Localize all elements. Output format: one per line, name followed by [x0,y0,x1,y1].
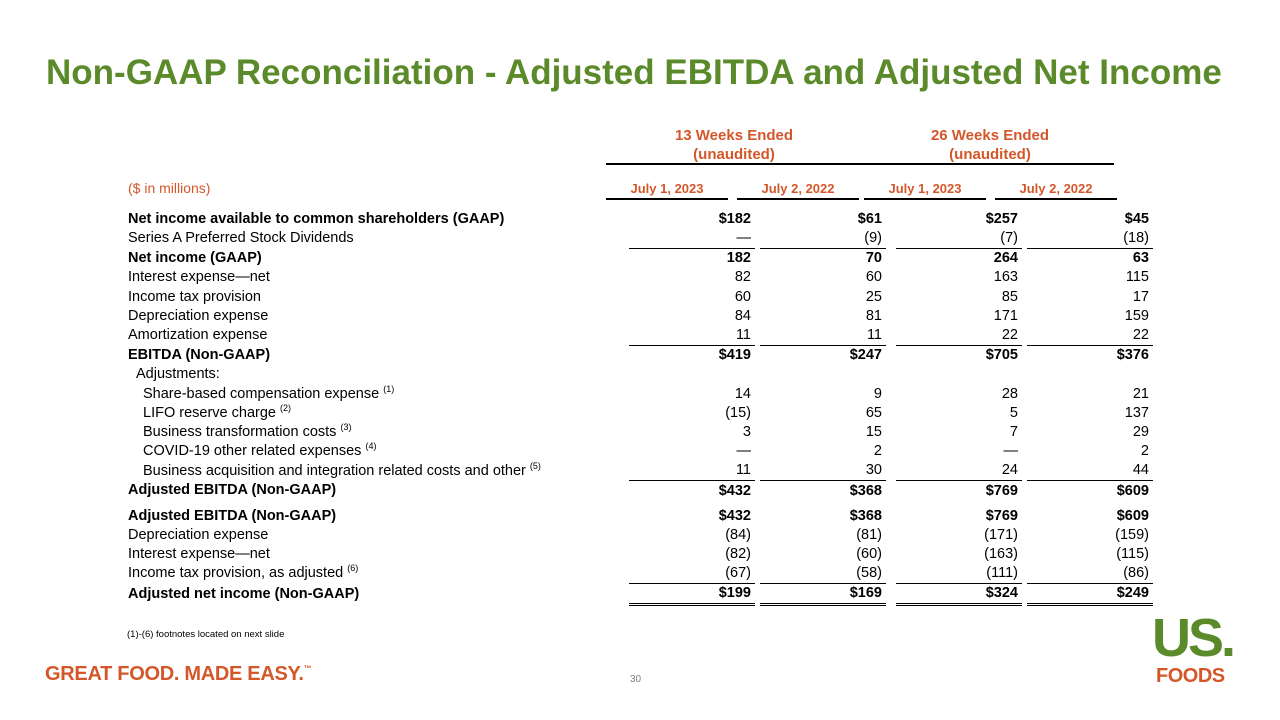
cell-value: $705 [896,346,1022,366]
cell-value: (111) [986,565,1018,582]
table-row [128,346,1153,366]
cell-value: 63 [1027,249,1153,269]
cell-value: 115 [1125,269,1149,286]
table-row [128,461,1153,481]
logo-foods: FOODS [1156,665,1225,686]
cell-value: 163 [993,269,1018,286]
group-subtitle: (unaudited) [693,146,775,163]
table-row [128,526,1153,545]
cell-value: 60 [734,288,751,305]
cell-value: 17 [1132,288,1149,305]
cell-value: 29 [1132,423,1149,440]
cell-value: $769 [896,481,1022,501]
header-rule [606,198,728,200]
row-label: Adjusted EBITDA (Non-GAAP) [128,507,337,524]
reconciliation-table [128,202,1153,606]
cell-value: 22 [1132,327,1149,344]
cell-value: (7) [1000,230,1018,247]
row-label: Net income available to common shareholders (GAAP) [128,211,505,227]
cell-value: (159) [1115,526,1149,543]
cell-value: 2 [1140,443,1149,460]
footnote-ref: (2) [280,402,292,413]
page-number: 30 [630,674,642,685]
cell-value: (84) [725,526,751,543]
cell-value: 28 [1001,385,1018,402]
row-label: LIFO reserve charge $^{(2)}$ [143,402,292,421]
row-label: Depreciation expense [128,526,269,543]
cell-value: 24 [1001,462,1018,479]
table-row [128,202,1153,229]
table-row [128,249,1153,269]
table-row [128,268,1153,287]
table-row [128,423,1153,442]
cell-value: (81) [856,526,882,543]
cell-value: $609 [1027,481,1153,501]
cell-value: 70 [760,249,886,269]
column-header: July 2, 2022 [761,181,835,196]
table-row [128,385,1153,404]
cell-value: 9 [873,385,882,402]
cell-value: $182 [718,211,751,227]
cell-value: (115) [1116,545,1149,562]
cell-value: 15 [865,423,882,440]
tagline: GREAT FOOD. MADE EASY.™ [45,663,312,685]
column-header: July 1, 2023 [888,181,962,196]
table-row [128,501,1153,526]
cell-value: $609 [1116,507,1149,524]
row-label: Business transformation costs $^{(3)}$ [143,421,352,440]
row-label: Adjustments: [136,366,220,383]
footnote-ref: (3) [340,421,352,432]
cell-value: $419 [629,346,755,366]
cell-value: 5 [1009,404,1018,421]
table-row [128,564,1153,584]
table-row [128,545,1153,564]
footnote-ref: (1) [383,383,395,394]
table-row [128,584,1153,605]
cell-value: (171) [984,526,1018,543]
cell-value: $249 [1027,584,1153,605]
group-title: 13 Weeks Ended [674,127,794,144]
cell-value: $376 [1027,346,1153,366]
table-row [128,442,1153,461]
column-header: July 1, 2023 [630,181,704,196]
row-label: Interest expense—net [128,269,270,286]
units-label: ($ in millions) [128,180,211,196]
cell-value: 30 [865,462,882,479]
row-label: Interest expense—net [128,545,270,562]
cell-value: 25 [865,288,882,305]
cell-value: (60) [856,545,882,562]
cell-value: (163) [984,545,1018,562]
cell-value: — [736,230,751,247]
column-group-26-weeks [866,126,1114,164]
cell-value: — [736,443,751,460]
row-label: Series A Preferred Stock Dividends [128,230,354,247]
cell-value: 171 [993,307,1018,324]
cell-value: 2 [873,443,882,460]
group-subtitle: (unaudited) [949,146,1031,163]
table-row [128,481,1153,501]
cell-value: (86) [1123,565,1149,582]
row-label: Business acquisition and integration related costs and other $^{(5)}$ [143,460,541,479]
us-foods-logo [1150,606,1246,686]
row-label: Depreciation expense [128,307,269,324]
cell-value: 22 [1001,327,1018,344]
row-label: Net income (GAAP) [128,250,262,267]
cell-value: 11 [735,462,751,479]
cell-value: 82 [734,269,751,286]
row-label: Income tax provision [128,288,261,305]
cell-value: $368 [849,507,882,524]
cell-value: $432 [629,481,755,501]
footnote-ref: (5) [529,460,541,471]
cell-value: 264 [896,249,1022,269]
row-label: EBITDA (Non-GAAP) [128,346,271,363]
trademark-mark: ™ [303,664,312,673]
cell-value: 21 [1132,385,1149,402]
cell-value: $199 [629,584,755,605]
cell-value: (82) [725,545,751,562]
cell-value: $61 [857,211,882,227]
group-title: 26 Weeks Ended [930,127,1050,144]
table-row [128,404,1153,423]
cell-value: $368 [760,481,886,501]
footnote-ref: (6) [347,563,359,574]
cell-value: 7 [1009,423,1018,440]
cell-value: $432 [718,507,751,524]
cell-value: 81 [865,307,882,324]
cell-value: 159 [1124,307,1149,324]
cell-value: 85 [1001,288,1018,305]
cell-value: 182 [629,249,755,269]
column-header: July 2, 2022 [1019,181,1093,196]
cell-value: (58) [856,565,882,582]
footnote-text: (1)-(6) footnotes located on next slide [127,629,285,640]
column-group-13-weeks [610,126,858,164]
header-rule [864,198,986,200]
footnote-ref: (4) [365,441,377,452]
cell-value: $324 [896,584,1022,605]
cell-value: 11 [866,327,882,344]
cell-value: 11 [735,327,751,344]
cell-value: 65 [865,404,882,421]
cell-value: 44 [1132,462,1149,479]
page-title: Non-GAAP Reconciliation - Adjusted EBITDA and Adjusted Net Income [46,53,1222,92]
cell-value: — [1003,443,1018,460]
row-label: Adjusted net income (Non-GAAP) [128,585,360,602]
header-rule [737,198,859,200]
cell-value: (67) [725,565,751,582]
cell-value: $769 [985,507,1018,524]
cell-value: 14 [734,385,751,402]
cell-value: (9) [864,230,882,247]
cell-value: 60 [865,269,882,286]
row-label: Income tax provision, as adjusted $^{(6)}$ [128,563,359,582]
cell-value: 137 [1124,404,1149,421]
table-row [128,365,1153,384]
cell-value: (15) [725,404,751,421]
table-row [128,229,1153,249]
cell-value: $257 [985,211,1018,227]
cell-value: 3 [742,423,751,440]
group-rule [606,163,1114,165]
table-row [128,307,1153,326]
table-row [128,326,1153,346]
cell-value: $45 [1124,211,1149,227]
cell-value: 84 [734,307,751,324]
row-label: COVID-19 other related expenses $^{(4)}$ [143,441,377,460]
row-label: Adjusted EBITDA (Non-GAAP) [128,482,337,499]
row-label: Share-based compensation expense $^{(1)}$ [143,383,395,402]
table-row [128,288,1153,307]
header-rule [995,198,1117,200]
cell-value: (18) [1123,230,1149,247]
row-label: Amortization expense [128,327,268,344]
cell-value: $247 [760,346,886,366]
cell-value: $169 [760,584,886,605]
logo-us: US. [1152,608,1234,668]
